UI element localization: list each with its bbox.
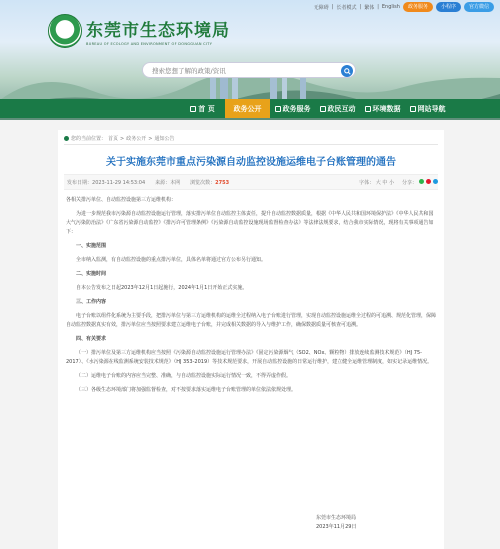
breadcrumb-home[interactable]: 首页 [108, 136, 119, 142]
qq-share-icon[interactable] [433, 179, 438, 184]
search-input[interactable] [142, 62, 356, 78]
signoff-org: 东莞市生态环境局 [316, 515, 357, 521]
search-icon[interactable] [341, 65, 353, 77]
separator: | [377, 3, 379, 10]
signoff [316, 514, 356, 532]
section-heading: 四、有关要求 [76, 336, 107, 342]
utility-links [314, 4, 400, 11]
article-body [66, 196, 436, 400]
divider [64, 144, 438, 145]
location-icon [64, 136, 69, 141]
paragraph: 各相关排污单位、自动监控设施第三方运维机构： [66, 197, 177, 203]
breadcrumb-gov-affairs[interactable]: 政务公开 [126, 136, 147, 142]
home-icon [190, 106, 196, 112]
separator: | [331, 3, 334, 10]
main-nav [0, 99, 500, 118]
search-placeholder: 搜索您想了解的政策/资讯 [152, 66, 226, 75]
gov-service-button[interactable]: 政务服务 [403, 2, 433, 12]
paragraph: 全市纳入监测，有自动监控设施的重点排污单位，具体名单将通过官方公布另行通知。 [76, 257, 267, 263]
paragraph: （一）排污单位及第三方运维机构应当按照《污染源自动监控设施运行管理办法》《固定污染源烟气（SO2、NOx、颗粒物）排放连续监测技术规范》（HJ 75-2017）、《水污染源在线监测系统安装技术规范》（HJ 353-2019）等技术规范要求，开展自动监控设施的日常运行维护，建立健全运维管理制度，如实记录运维情况。 [66, 350, 433, 365]
paragraph: （二）运维电子台账的内容应当完整、准确，与自动监控设施实际运行情况一致，不得弄虚作假。 [76, 373, 292, 379]
nav-home[interactable]: 首 页 [180, 99, 225, 118]
share-buttons [402, 179, 438, 186]
utility-bar [314, 0, 500, 14]
paragraph: 自本公告发布之日起2023年12月1日起施行，2024年1月1日开始正式实施。 [76, 285, 248, 291]
mini-program-button[interactable]: 小程序 [436, 2, 461, 12]
data-icon [365, 106, 371, 112]
header-banner [0, 0, 500, 120]
weibo-share-icon[interactable] [426, 179, 431, 184]
font-small-button[interactable]: 小 [388, 179, 394, 186]
nav-interaction[interactable]: 政民互动 [315, 99, 360, 118]
section-heading: 一、实施范围 [76, 243, 107, 249]
wechat-share-icon[interactable] [419, 179, 424, 184]
site-subtitle: BUREAU OF ECOLOGY AND ENVIRONMENT OF DONGGUAN CITY [86, 42, 213, 46]
share-label: 分享： [401, 179, 417, 186]
source: 来源：本网 [155, 179, 181, 186]
paragraph: 电子台账以组件化系统为主要手段，把排污单位与第三方运维机构的运维全过程纳入电子台账进行管理，实现自动监控设施运维全过程的可追溯、规范化管理，保障自动监控数据真实有效，排污单位应当按照要求建立运维电子台账，并完成相关数据的导入与维护工作，确保数据质量可核查可追溯。 [66, 313, 437, 328]
article-title: 关于实施东莞市重点污染源自动监控设施运维电子台账管理的通告 [106, 157, 396, 168]
nav-gov-service[interactable]: 政务服务 [270, 99, 315, 118]
section-heading: 三、工作内容 [76, 299, 107, 305]
nav-env-data[interactable]: 环境数据 [360, 99, 405, 118]
wechat-button[interactable]: 官方微信 [464, 2, 494, 12]
elder-mode-link[interactable]: 长者模式 [336, 4, 357, 11]
nav-gov-affairs[interactable]: 政务公开 [225, 99, 270, 118]
font-medium-button[interactable]: 中 [382, 179, 388, 186]
english-link[interactable]: English [381, 3, 400, 10]
view-count: 2753 [215, 179, 230, 186]
chat-icon [320, 106, 326, 112]
breadcrumb: 您的当前位置： 首页 > 政务公开 > 通知公告 [64, 135, 174, 142]
signoff-date: 2023年11月29日 [316, 524, 357, 530]
section-heading: 二、实施时间 [76, 271, 107, 277]
emblem-icon [48, 14, 82, 48]
site-title: 东莞市生态环境局 [86, 21, 230, 41]
sitemap-icon [410, 106, 416, 112]
separator: | [359, 3, 362, 10]
paragraph: （三）各级生态环境部门将加强监督检查，对不按要求落实运维电子台账管理的单位依法依规处理。 [76, 387, 297, 393]
article-card [58, 130, 444, 549]
nav-site-map[interactable]: 网站导航 [405, 99, 450, 118]
site-logo[interactable] [48, 14, 230, 48]
article-meta: 发布日期：2023-11-29 14:53:04 来源：本网 浏览次数：2753 字体： 大 中 小 分享： [64, 176, 438, 188]
accessibility-link[interactable]: 无障碍 [313, 4, 329, 11]
breadcrumb-notices[interactable]: 通知公告 [154, 136, 175, 142]
publish-date: 2023-11-29 14:53:04 [92, 179, 146, 186]
font-large-button[interactable]: 大 [375, 179, 381, 186]
service-icon [275, 106, 281, 112]
paragraph: 为进一步规范我市污染源自动监控设施运行管理，落实排污单位自动监控主体责任，提升自动监控数据质量，根据《中华人民共和国环境保护法》《中华人民共和国大气污染防治法》《广东省污染源自动监控》《排污许可管理条例》《污染源自动监控设施现场监督检查办法》等法律法规要求，结合我市实际情况，现将有关事项通告如下： [66, 211, 434, 235]
traditional-chinese-link[interactable]: 繁体 [364, 4, 375, 11]
